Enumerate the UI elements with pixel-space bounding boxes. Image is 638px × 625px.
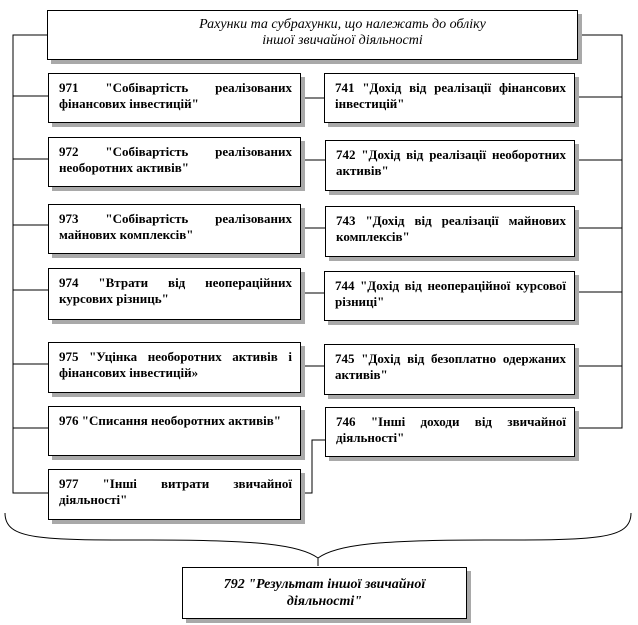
account-977-label: 977 "Інші витрати звичайної діяльності" <box>59 476 292 507</box>
account-976-label: 976 "Списання необоротних активів" <box>59 413 282 428</box>
account-742-box <box>325 140 575 191</box>
account-746-box <box>325 407 575 457</box>
account-744-label: 744 "Дохід від неопераційної курсової різниці" <box>335 278 566 309</box>
accounts-title-box <box>47 10 578 60</box>
account-745-box <box>324 344 575 395</box>
result-account-792-label: 792 "Результат іншої звичайної діяльності" <box>223 577 426 609</box>
title-line-2: іншої звичайної діяльності <box>262 33 423 48</box>
account-974-label: 974 "Втрати від неопераційних курсових різниць" <box>59 275 292 306</box>
account-975-label: 975 "Уцінка необоротних активів і фінансових інвестицій» <box>59 349 292 380</box>
account-972-box <box>48 137 301 187</box>
account-977-box <box>48 469 301 520</box>
account-972-label: 972 "Собівартість реалізованих необоротних активів" <box>59 144 292 175</box>
account-741-label: 741 "Дохід від реалізації фінансових інвестицій" <box>335 80 566 111</box>
account-746-label: 746 "Інші доходи від звичайної діяльності" <box>336 414 566 445</box>
account-743-label: 743 "Дохід від реалізації майнових комплексів" <box>336 213 566 244</box>
account-976-box <box>48 406 301 456</box>
account-974-box <box>48 268 301 320</box>
account-973-label: 973 "Собівартість реалізованих майнових комплексів" <box>59 211 292 242</box>
account-973-box <box>48 204 301 254</box>
account-741-box <box>324 73 575 123</box>
title-line-1: Рахунки та субрахунки, що належать до обліку <box>199 17 486 32</box>
result-account-792-box <box>182 567 467 619</box>
account-971-label: 971 "Собівартість реалізованих фінансових інвестицій" <box>59 80 292 111</box>
account-971-box <box>48 73 301 123</box>
account-975-box <box>48 342 301 393</box>
account-742-label: 742 "Дохід від реалізації необоротних активів" <box>336 147 566 178</box>
account-744-box <box>324 271 575 321</box>
account-745-label: 745 "Дохід від безоплатно одержаних активів" <box>335 351 566 382</box>
account-743-box <box>325 206 575 257</box>
